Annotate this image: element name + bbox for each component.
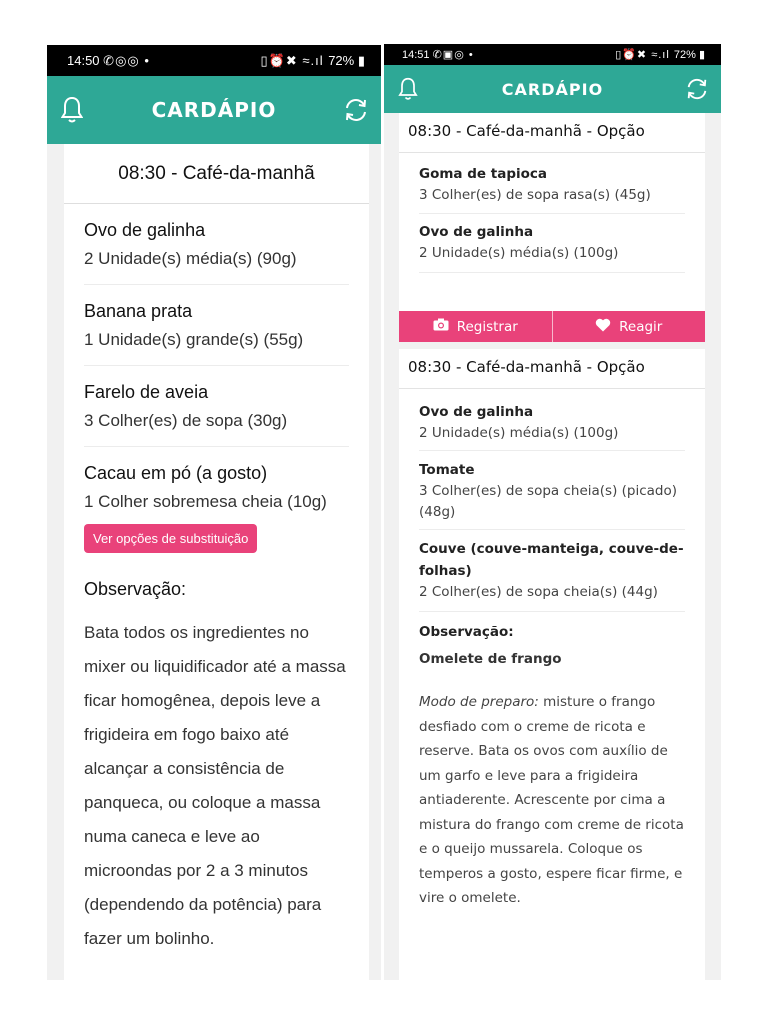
register-button[interactable]	[399, 311, 552, 342]
food-item	[419, 214, 685, 273]
food-name: Cacau em pó (a gosto)	[84, 463, 268, 483]
status-time: 14:51	[402, 49, 430, 61]
refresh-icon[interactable]	[685, 77, 709, 101]
battery-icon: ▮	[695, 49, 705, 61]
app-bar	[47, 76, 381, 144]
observation-text: Bata todos os ingredientes no mixer ou liquidificador até a massa ficar homogênea, depois leve a frigideira em fogo baixo até alcançar a consistência de panqueca, ou coloque a massa numa caneca e leve ao microondas por 2 a 3 minutos (dependendo da potência) para fazer um bolinho.	[84, 623, 346, 948]
app-title: CARDÁPIO	[501, 79, 604, 99]
app-bar	[384, 65, 721, 113]
food-name: Tomate	[419, 462, 475, 478]
food-name: Goma de tapioca	[419, 166, 547, 182]
battery-icon: ▮	[354, 52, 365, 68]
food-item	[419, 530, 685, 612]
notification-icons: ✆◎◎ •	[103, 52, 150, 68]
food-name: Ovo de galinha	[84, 220, 206, 240]
food-name: Banana prata	[84, 301, 193, 321]
food-item	[84, 447, 349, 512]
status-bar	[384, 44, 721, 65]
meal-option-header: 08:30 - Café-da-manhã - Opção	[399, 113, 705, 153]
food-quantity: 2 Colher(es) de sopa cheia(s) (44g)	[419, 584, 658, 600]
notification-icons: ✆▣◎ •	[432, 49, 474, 61]
app-title: CARDÁPIO	[151, 98, 277, 122]
observation-title: Observação:	[419, 624, 514, 640]
food-name: Ovo de galinha	[419, 404, 534, 420]
meal-option-card	[399, 113, 705, 311]
meal-option-header: 08:30 - Café-da-manhã - Opção	[399, 349, 705, 389]
food-quantity: 1 Colher sobremesa cheia (10g)	[84, 492, 327, 511]
meal-card	[64, 144, 369, 980]
system-icons: ▯⏰✖ ≈.ıl	[615, 49, 674, 61]
battery-level: 72%	[328, 52, 355, 68]
bell-icon[interactable]	[398, 77, 418, 101]
food-item	[419, 451, 685, 530]
food-quantity: 3 Colher(es) de sopa rasa(s) (45g)	[419, 187, 651, 203]
food-item	[84, 366, 349, 447]
observation-title: Observação:	[84, 579, 187, 599]
recipe-title: Omelete de frango	[419, 651, 562, 667]
substitution-options-button[interactable]: Ver opções de substituição	[84, 524, 257, 553]
food-quantity: 2 Unidade(s) média(s) (100g)	[419, 425, 619, 441]
food-item	[84, 204, 349, 285]
food-quantity: 3 Colher(es) de sopa cheia(s) (picado) (48g)	[419, 483, 678, 520]
register-label: Registrar	[456, 318, 518, 335]
meal-option-card	[399, 349, 705, 980]
right-screenshot	[384, 44, 721, 980]
system-icons: ▯⏰✖ ≈.ıl	[260, 52, 329, 68]
battery-level: 72%	[673, 49, 696, 61]
status-time: 14:50	[67, 52, 100, 68]
food-name: Ovo de galinha	[419, 224, 534, 240]
food-quantity: 2 Unidade(s) média(s) (100g)	[419, 245, 619, 261]
heart-icon	[595, 318, 611, 336]
react-label: Reagir	[619, 318, 663, 335]
recipe-text	[419, 690, 685, 911]
food-name: Farelo de aveia	[84, 382, 209, 402]
meal-actions	[399, 311, 705, 342]
food-quantity: 3 Colher(es) de sopa (30g)	[84, 411, 288, 430]
food-item	[84, 285, 349, 366]
recipe-body: misture o frango desfiado com o creme de ricota e reserve. Bata os ovos com auxílio de um garfo e leve para a frigideira antiaderente. Acrescente por cima a mistura do frango com creme de ricota e o queijo mussarela. Coloque os temperos a gosto, espere ficar firme, e vire o omelete.	[419, 694, 684, 906]
recipe-label: Modo de preparo:	[419, 694, 539, 710]
bell-icon[interactable]	[61, 96, 83, 124]
food-item	[419, 153, 685, 214]
food-quantity: 2 Unidade(s) média(s) (90g)	[84, 249, 297, 268]
status-bar	[47, 45, 381, 76]
left-screenshot	[47, 45, 381, 980]
food-item	[419, 389, 685, 451]
refresh-icon[interactable]	[343, 97, 369, 123]
food-name: Couve (couve-manteiga, couve-de-folhas)	[419, 541, 684, 579]
food-quantity: 1 Unidade(s) grande(s) (55g)	[84, 330, 304, 349]
react-button[interactable]	[552, 311, 706, 342]
meal-header: 08:30 - Café-da-manhã	[64, 144, 369, 204]
camera-icon	[433, 318, 449, 335]
